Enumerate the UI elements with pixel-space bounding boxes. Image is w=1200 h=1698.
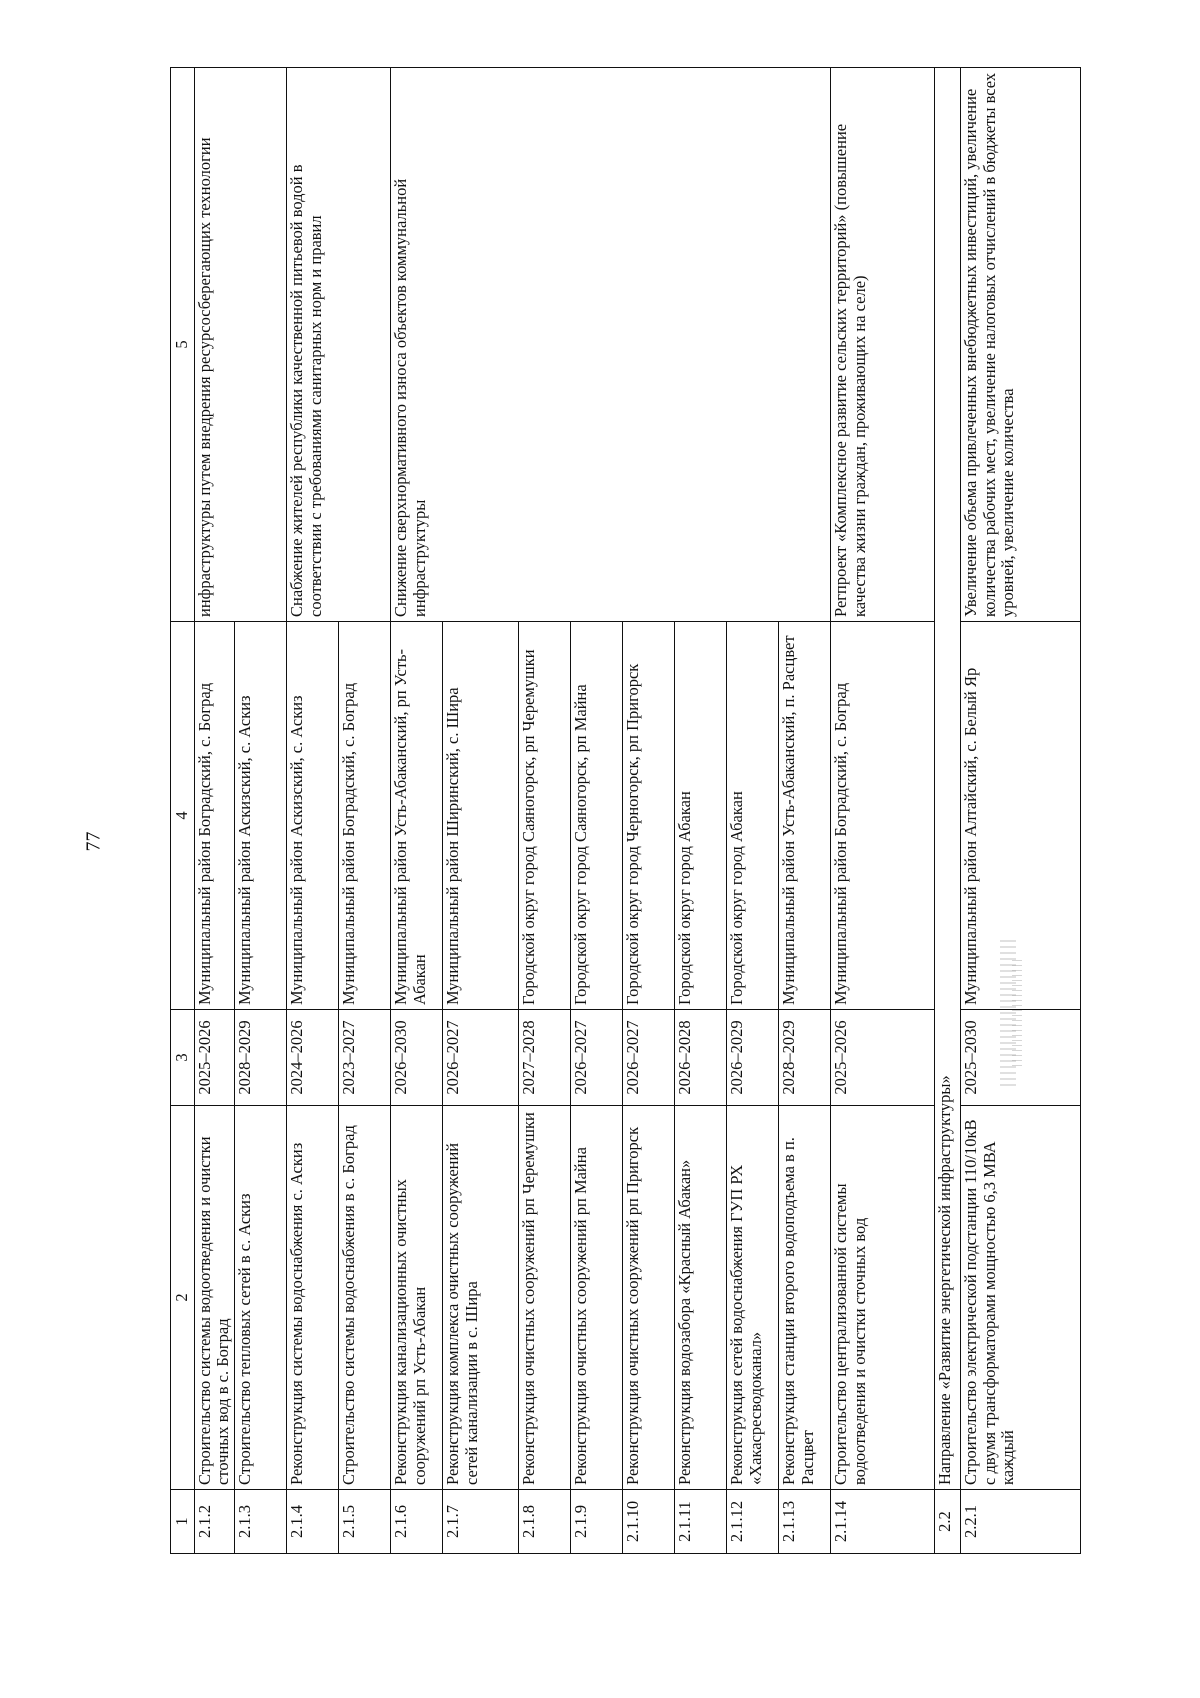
project-period: 2026–2027 [570, 1010, 622, 1106]
project-result: Снабжение жителей республики качественной питьевой водой в соответствии с требованиями санитарных норм и правил [286, 68, 390, 622]
column-header-3: 3 [171, 1010, 195, 1106]
project-period: 2025–2026 [194, 1010, 234, 1106]
project-location: Муниципальный район Ширинский, с. Шира [442, 622, 518, 1010]
scan-artifact [1012, 960, 1022, 1070]
row-number: 2.1.4 [286, 1490, 338, 1554]
project-location: Городской округ город Саяногорск, рп Черемушки [518, 622, 570, 1010]
project-period: 2026–2027 [622, 1010, 674, 1106]
projects-table [170, 67, 1081, 1554]
project-name: Реконструкция очистных сооружений рп Черемушки [518, 1106, 570, 1490]
rotated-table-container [170, 68, 1103, 1554]
project-period: 2027–2028 [518, 1010, 570, 1106]
project-location: Муниципальный район Аскизский, с. Аскиз [286, 622, 338, 1010]
project-name: Реконструкция станции второго водоподъема в п. Расцвет [778, 1106, 830, 1490]
project-name: Реконструкция комплекса очистных сооружений сетей канализации в с. Шира [442, 1106, 518, 1490]
project-location: Муниципальный район Боградский, с. Боград [194, 622, 234, 1010]
project-location: Муниципальный район Усть-Абаканский, рп Усть-Абакан [390, 622, 442, 1010]
project-name: Строительство системы водоотведения и очистки сточных вод в с. Боград [194, 1106, 234, 1490]
project-location: Муниципальный район Боградский, с. Боград [338, 622, 390, 1010]
row-number: 2.1.3 [234, 1490, 286, 1554]
section-row [934, 68, 960, 1554]
project-location: Муниципальный район Усть-Абаканский, п. Расцвет [778, 622, 830, 1010]
row-number: 2.1.9 [570, 1490, 622, 1554]
row-number: 2.1.12 [726, 1490, 778, 1554]
row-number: 2.1.8 [518, 1490, 570, 1554]
project-result: Регпроект «Комплексное развитие сельских территорий» (повышение качества жизни граждан, проживающих на селе) [830, 68, 934, 622]
section-number: 2.2 [934, 1490, 960, 1554]
project-period: 2026–2027 [442, 1010, 518, 1106]
section-title: Направление «Развитие энергетической инфраструктуры» [934, 68, 960, 1490]
project-location: Городской округ город Черногорск, рп Пригорск [622, 622, 674, 1010]
row-number: 2.1.5 [338, 1490, 390, 1554]
row-number: 2.1.14 [830, 1490, 934, 1554]
project-period: 2025–2030 [960, 1010, 1080, 1106]
project-period: 2028–2029 [778, 1010, 830, 1106]
project-name: Реконструкция сетей водоснабжения ГУП РХ «Хакасресводоканал» [726, 1106, 778, 1490]
project-name: Строительство тепловых сетей в с. Аскиз [234, 1106, 286, 1490]
row-number: 2.1.2 [194, 1490, 234, 1554]
header-row [171, 68, 195, 1554]
project-name: Строительство централизованной системы водоотведения и очистки сточных вод [830, 1106, 934, 1490]
project-name: Реконструкция канализационных очистных сооружений рп Усть-Абакан [390, 1106, 442, 1490]
table-row [830, 68, 934, 1554]
table-row [286, 68, 338, 1554]
project-period: 2023–2027 [338, 1010, 390, 1106]
column-header-2: 2 [171, 1106, 195, 1490]
project-location: Муниципальный район Аскизский, с. Аскиз [234, 622, 286, 1010]
project-period: 2024–2026 [286, 1010, 338, 1106]
row-number: 2.1.6 [390, 1490, 442, 1554]
project-result: Снижение сверхнормативного износа объектов коммунальной инфраструктуры [390, 68, 830, 622]
table-body [194, 68, 1080, 1554]
row-number: 2.2.1 [960, 1490, 1080, 1554]
project-result: Увеличение объема привлеченных внебюджетных инвестиций, увеличение количества рабочих мест, увеличение налоговых отчислений в бюджеты всех уровней, увеличение количества [960, 68, 1080, 622]
project-location: Городской округ город Абакан [674, 622, 726, 1010]
row-number: 2.1.10 [622, 1490, 674, 1554]
column-header-1: 1 [171, 1490, 195, 1554]
project-period: 2026–2029 [726, 1010, 778, 1106]
project-location: Городской округ город Саяногорск, рп Майна [570, 622, 622, 1010]
column-header-4: 4 [171, 622, 195, 1010]
project-location: Городской округ город Абакан [726, 622, 778, 1010]
project-result: инфраструктуры путем внедрения ресурсосберегающих технологии [194, 68, 286, 622]
project-name: Реконструкция очистных сооружений рп Пригорск [622, 1106, 674, 1490]
project-location: Муниципальный район Алтайский, с. Белый Яр [960, 622, 1080, 1010]
table-row [194, 68, 234, 1554]
project-name: Реконструкция системы водоснабжения с. Аскиз [286, 1106, 338, 1490]
project-period: 2026–2030 [390, 1010, 442, 1106]
project-name: Строительство системы водоснабжения в с. Боград [338, 1106, 390, 1490]
project-name: Строительство электрической подстанции 110/10кВ с двумя трансформаторами мощностью 6,3 МВА каждый [960, 1106, 1080, 1490]
row-number: 2.1.7 [442, 1490, 518, 1554]
project-period: 2028–2029 [234, 1010, 286, 1106]
column-header-5: 5 [171, 68, 195, 622]
page-number: 77 [82, 831, 105, 852]
project-name: Реконструкция водозабора «Красный Абакан» [674, 1106, 726, 1490]
project-period: 2026–2028 [674, 1010, 726, 1106]
project-name: Реконструкция очистных сооружений рп Майна [570, 1106, 622, 1490]
row-number: 2.1.13 [778, 1490, 830, 1554]
table-row [960, 68, 1080, 1554]
project-location: Муниципальный район Боградский, с. Боград [830, 622, 934, 1010]
table-row [390, 68, 442, 1554]
row-number: 2.1.11 [674, 1490, 726, 1554]
project-period: 2025–2026 [830, 1010, 934, 1106]
